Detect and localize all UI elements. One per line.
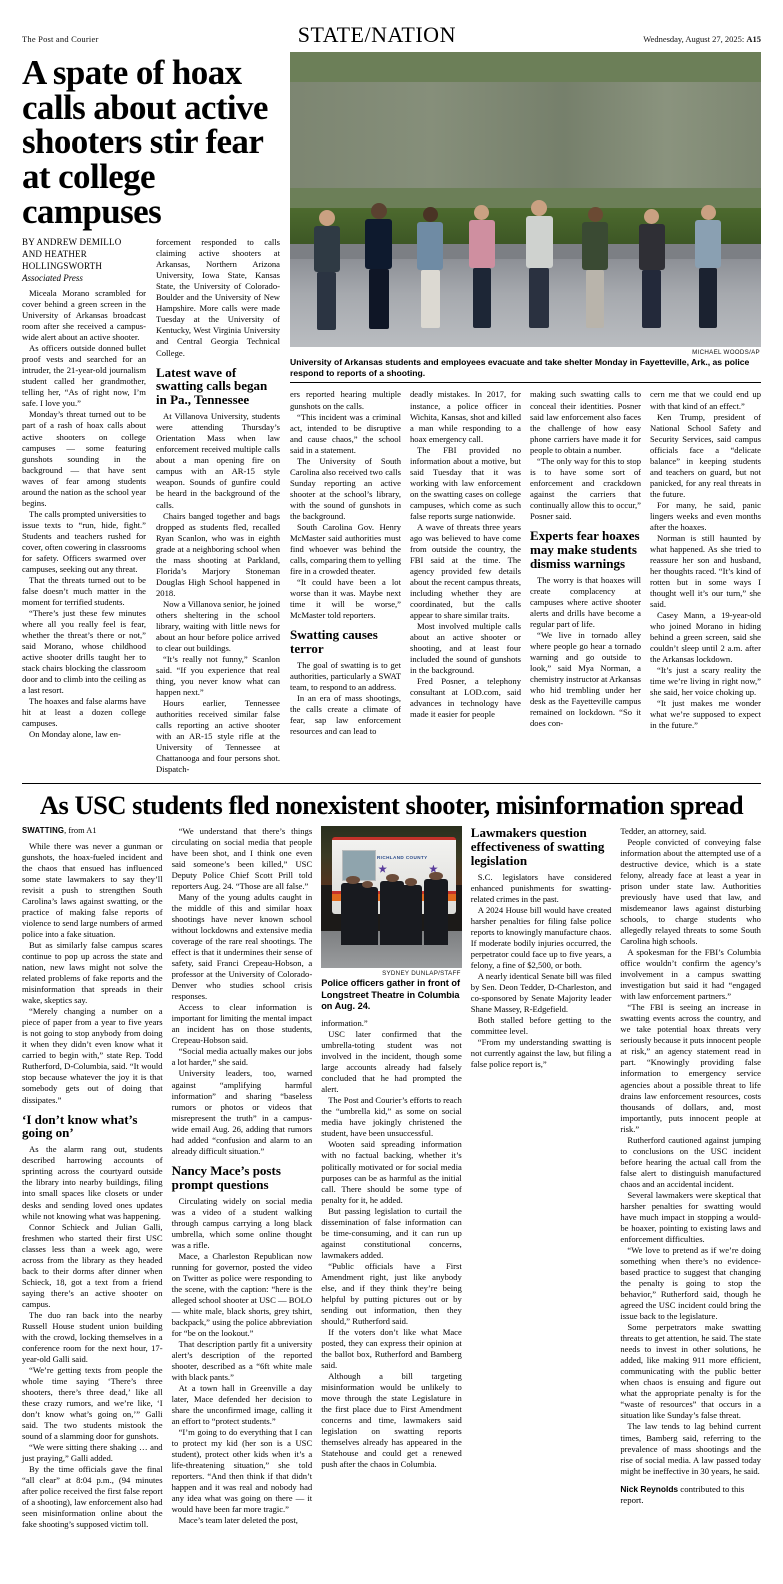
paragraph: “The FBI is seeing an increase in swatting events across the country, and we take potential hoax threats very seriously because it puts innocent people at risk,” an agency statement read in part. “Knowingly providing false information to emergency service agencies about a possible threat to life drains law enforcement resources, costs thousands of dollars, and, most importantly, puts innocent people at risk.” (620, 1002, 761, 1134)
article-usc-misinformation (22, 792, 761, 1530)
subheading-latest-wave: Latest wave of swatting calls began in Pa., Tennessee (156, 364, 268, 408)
paragraph: “From my understanding swatting is not currently against the law, but filing a false police report is,” (470, 1036, 612, 1070)
paragraph: forcement responded to calls claiming active shooters at Arkansas, Northern Arizona University, Iowa State, Kansas State, the University of Colorado-Boulder and the University of New Hampshire. More calls were made Tuesday at the University of Kentucky, West Virginia University and Central Georgia Technical College. (156, 237, 280, 358)
paragraph: University leaders, too, warned against “amplifying harmful information” and sharing “baseless rumors or photos or videos that misrepresent the truth” in a campus-wide email Aug. 26, adding that rumors had added “confusion and alarm to an already difficult situation.” (171, 1068, 313, 1156)
article1-column-5 (530, 389, 641, 737)
paragraph: On Monday alone, law en- (29, 729, 121, 740)
section-title: STATE/NATION (297, 22, 456, 47)
paragraph: Miceala Morano scrambled for cover behind a green screen in the University of Arkansas broadcast room after she received a campus-wide alert about an active shooter. (22, 288, 146, 343)
article1-column-3 (290, 389, 401, 737)
photo-scene (321, 826, 462, 968)
paragraph: information.” (321, 1018, 368, 1029)
paragraph: ers reported hearing multiple gunshots on the calls. (290, 389, 401, 411)
paragraph: The goal of swatting is to get authorities, particularly a SWAT team, to respond to an address. (290, 659, 401, 692)
subheading-experts-fear: Experts fear hoaxes may make students dismiss warnings (530, 527, 640, 571)
date-and-page (643, 34, 761, 44)
jump-rest: , from A1 (64, 825, 97, 835)
article2-column-1 (22, 826, 163, 1531)
contributor-rest: contributed to this report. (620, 1483, 745, 1506)
jump-kicker: SWATTING (22, 825, 65, 835)
article1-column-6 (650, 389, 761, 737)
paragraph: “It’s really not funny,” Scanlon said. “If you experience that real thing, you never know what can happen next.” (156, 653, 280, 698)
ambulance-label: RICHLAND COUNTY (376, 854, 428, 860)
paragraph: cern me that we could end up with that kind of an effect.” (650, 389, 761, 411)
paragraph: S.C. legislators have considered enhanced punishments for swatting-related crimes in the past. (470, 871, 612, 904)
article2-headline: As USC students fled nonexistent shooter, misinformation spread (39, 790, 744, 821)
article2-photo-credit: SYDNEY DUNLAP/STAFF (382, 969, 461, 977)
paragraph: Although a bill targeting misinformation would be unlikely to move through the state Legislature in the first place due to First Amendment concerns and time, lawmakers said legislation on swatting reports themselves already has appeared in the Statehouse and could get a renewed push after the chaos in Columbia. (321, 1371, 462, 1470)
paragraph: Now a Villanova senior, he joined others sheltering in the school library, waiting with little news for about an hour before police arrived to clear out buildings. (156, 598, 280, 653)
paragraph: At a town hall in Greenville a day later, Mace defended her decision to share the unconfirmed image, calling it an effort to “protect students.” (171, 1383, 313, 1427)
paragraph: At Villanova University, students were attending Thursday’s Orientation Mass when law enforcement received multiple calls about a man opening fire on campus with an AR-15 style weapon. Sounds of gunfire could be heard in the background of the calls. (156, 411, 280, 510)
article1-byline-3: HOLLINGSWORTH (22, 261, 103, 272)
page-number: A15 (746, 34, 761, 44)
article-divider (22, 783, 761, 784)
paragraph: “We were sitting there shaking … and just praying,” Galli added. (22, 1442, 163, 1464)
paragraph: The Post and Courier’s efforts to reach the “umbrella kid,” as some on social media have jokingly christened the student, have been unsuccessful. (321, 1095, 462, 1139)
issue-date: Wednesday, August 27, 2025: (643, 34, 745, 44)
paragraph: Chairs banged together and bags dropped as students fled, recalled Ryan Scanlon, who was in eighth grade at a neighboring school when the mass shooting at Parkland, Florida’s Marjory Stoneman Douglas High School happened in 2018. (156, 510, 280, 598)
article1-byline-1: BY ANDREW DEMILLO (22, 237, 122, 248)
paragraph: Ken Trump, president of National School Safety and Security Services, said campus officials face a “delicate balance” in keeping students and teachers on guard, but not panicked, for any real threats in the future. (650, 411, 761, 499)
paragraph: “Social media actually makes our jobs a lot harder,” she said. (171, 1046, 313, 1068)
paragraph: But as similarly false campus scares continue to pop up across the state and nation, new laws might not solve the related problems of fake reports and the misinformation that spreads in their wake, skeptics say. (22, 940, 163, 1006)
article2-column-2 (172, 826, 313, 1531)
paragraph: Hours earlier, Tennessee authorities received similar false calls reporting an active shooter with an AR-15 style rifle at the University of Tennessee at Chattanooga and four persons shot. Dispatch- (156, 698, 280, 775)
article1-byline-2: AND HEATHER (22, 249, 87, 260)
article1-headline: A spate of hoax calls about active shooters stir fear at college campuses (22, 53, 268, 231)
paragraph: South Carolina Gov. Henry McMaster said authorities must find whoever was behind the calls, comparing them to yelling fire in a crowded theater. (290, 521, 401, 576)
paragraph: Norman is still haunted by what happened. As she tried to reassure her son and husband, her thoughts raced. “It’s kind of rotten but in some ways I thought well it’s our turn,” she said. (650, 532, 761, 610)
article1-photo (290, 52, 761, 347)
paragraph: Several lawmakers were skeptical that harsher penalties for swatting would have much impact in stopping a would-be hoaxer, pointing to existing laws and enforcement difficulties. (620, 1189, 761, 1244)
paragraph: That description partly fit a university alert’s description of the reported shooter, described as a “6ft white male with black pants.” (171, 1338, 313, 1383)
paragraph: Mace’s team later deleted the post, (178, 1515, 298, 1526)
paragraph: Both stalled before getting to the committee level. (470, 1014, 612, 1036)
paragraph: “It could have been a lot worse than it was. Maybe next time it will be worse,” McMaster told reporters. (290, 577, 401, 621)
paragraph: In an era of mass shootings, the calls create a climate of fear, sap law enforcement resources and can lead to (290, 693, 401, 737)
paragraph: “This incident was a criminal act, intended to be disruptive and cause chaos,” the school said in a statement. (290, 411, 401, 455)
paragraph: The worry is that hoaxes will create complacency at campuses where active shooter alerts and drills have become a regular part of life. (530, 574, 641, 629)
paragraph: A 2024 House bill would have created harsher penalties for filing false police reports to knowingly manufacture chaos. If moderate bodily injuries occurred, the perpetrator could face up to five years, a felony, a fine of $2,500, or both. (470, 904, 612, 970)
paragraph: By the time officials gave the final “all clear” at 8:04 p.m., (94 minutes after police received the first false report of a shooting), law enforcement also had seen misinformation online about the fake shooting’s supposed victim toll. (22, 1464, 163, 1530)
photo-scene (290, 52, 761, 347)
paragraph: Tedder, an attorney, said. (620, 825, 707, 836)
subheading-lawmakers: Lawmakers question effectiveness of swatting legislation (470, 824, 605, 868)
article1-column-4 (410, 389, 521, 737)
paragraph: But passing legislation to curtail the dissemination of false information can be time-consuming, and it can run up against constitutional concerns, lawmakers added. (321, 1205, 462, 1260)
article-hoax-calls (22, 52, 761, 775)
publication-name: The Post and Courier (22, 34, 99, 44)
paragraph: “It just makes me wonder what we’re supposed to expect in the future.” (650, 698, 761, 731)
paragraph: People convicted of conveying false information about the attempted use of a destructive device, which is a state felony, already face at least a year in prison under state law. Authorities previously have used that law, and misdemeanor laws against disturbing schools, to charge students who allegedly relayed threats to some South Carolina high schools. (620, 836, 761, 947)
paragraph: The duo ran back into the nearby Russell House student union building with the crowd, locking themselves in a conference room for the next hour, 17-year-old Galli said. (22, 1309, 163, 1364)
paragraph: As officers outside donned bullet proof vests and searched for an intruder, the 21-year-old journalism student called her grandmother, telling her, “As of right now, I’m safe. I love you.” (22, 343, 146, 409)
paragraph: For many, he said, panic lingers weeks and even months after the hoaxes. (650, 499, 761, 532)
paragraph: Many of the young adults caught in the middle of this and similar hoax shootings have never known school without lockdowns and extensive media coverage of the rare real shootings. The effect is that it undermines their sense of safety, said Franci Crepeau-Hobson, a professor at the University of Colorado-Denver who studies school crisis responses. (171, 891, 313, 1002)
paragraph: Rutherford cautioned against jumping to conclusions on the USC incident before hearing the actual call from the false alert to distinguish manufactured chaos and an accidental incident. (620, 1134, 761, 1189)
paragraph: If the voters don’t like what Mace posted, they can express their opinion at the ballot box, Rutherford and Bamberg said. (321, 1326, 462, 1371)
paragraph: The calls prompted universities to issue texts to “run, hide, fight.” Students and teachers rushed for cover, often cowering in classrooms for safety. Officers swarmed over campuses, seeking out any threat. (22, 508, 146, 574)
paragraph: As the alarm rang out, students described harrowing accounts of sprinting across the courtyard outside the library into nearby buildings, filing into small spaces like closets or under desks and sending loved ones updates while not knowing what was happening. (22, 1144, 163, 1221)
paragraph: “We’re getting texts from people the whole time saying ‘There’s three shooters, there’s three dead,’ like all these crazy rumors, and we’re like, ‘I don’t know what’s going on,’” Galli said. The two students mistook the sound of a slamming door for gunshots. (22, 1364, 163, 1442)
paragraph: While there was never a gunman or gunshots, the hoax-fueled incident and the chaos that ensued has influenced some state lawmakers to say they’ll revisit a push to strengthen South Carolina’s laws against swatting, or the practice of making false reports of violence to send large numbers of armed police into a fake situation. (22, 840, 163, 940)
paragraph: A wave of threats three years ago was believed to have come from outside the country, the FBI said at the time. The agency provided few details about the recent campus threats, including whether they are coordinated, but the calls appear to share similar traits. (410, 521, 521, 621)
article1-photo-caption: University of Arkansas students and employees evacuate and take shelter Monday in Fayetteville, Ark., as police respond to reports of a shooting. (290, 357, 750, 378)
paragraph: The University of South Carolina also received two calls Sunday reporting an active shooter at the school’s library, with the sound of gunshots in the background. (290, 455, 401, 521)
paragraph: A spokesman for the FBI’s Columbia office wouldn’t confirm the agency’s involvement in a campus swatting investigation but said it had “engaged with law enforcement partners.” (620, 947, 761, 1002)
paragraph: The FBI provided no information about a motive, but said Tuesday that it was working with law enforcement on the swatting cases on college campuses, which come as such false reports surge nationwide. (410, 444, 521, 521)
paragraph: Most involved multiple calls about an active shooter or shooting, and at least four included the sound of gunshots in the background. (410, 621, 521, 676)
paragraph: Fred Posner, a telephony consultant at LOD.com, said advances in technology have made it easier for people (410, 676, 521, 720)
article2-column-3 (321, 826, 462, 1531)
subheading-swatting-terror: Swatting causes terror (290, 627, 378, 657)
paragraph: making such swatting calls to conceal their identities. Posner said law enforcement also faces the challenge of how easy phone carriers have made it for people to obtain a number. (530, 389, 641, 455)
contributor-name: Nick Reynolds (620, 1483, 679, 1494)
paragraph: That the threats turned out to be false doesn’t much matter in the moment for terrified students. (22, 574, 146, 607)
paragraph: A nearly identical Senate bill was filed by Sen. Deon Tedder, D-Charleston, and co-sponsored by Senate Majority leader Shane Massey, R-Edgefield. (470, 970, 612, 1014)
paragraph: “The only way for this to stop is to have some sort of enforcement and crackdown against the carriers that continually allow this to occur,” Posner said. (530, 455, 641, 521)
paragraph: USC later confirmed that the umbrella-toting student was not involved in the incident, though some large accounts already had falsely concluded that he had prompted the alert. (321, 1029, 462, 1095)
article1-byline-org: Associated Press (22, 273, 83, 284)
paragraph: “Public officials have a First Amendment right, just like anybody else, and if they think they’re being helpful by putting pictures out or by sending out information, then they should,” Rutherford said. (321, 1260, 462, 1326)
paragraph: “We understand that there’s things circulating on social media that people have been shot, and I think one even said someone’s been killed,” USC Deputy Police Chief Scott Prill told reporters Aug. 24. “Those are all false.” (171, 825, 313, 891)
paragraph: Monday’s threat turned out to be part of a rash of hoax calls about active shooters on college campuses — some featuring gunshots sounding in the background — that have sent waves of fear among students around the nation as the school year begins. (22, 409, 146, 508)
paragraph: Circulating widely on social media was a video of a student walking through campus carrying a long black umbrella, which some online thought was a rifle. (171, 1195, 313, 1250)
paragraph: Some perpetrators make swatting threats to get attention, he said. The state needs to invest in other solutions, he added, like making 911 more efficient, communicating with the public better when chaos is ensuing and figure out what the appropriate penalty is for the “waste of resources” that occurs in a situation like Sunday’s false threat. (620, 1322, 761, 1421)
paragraph: “There’s just these few minutes where all you really feel is fear, whether the threat’s there or not,” said Morano, whose childhood active shooter drills taught her to stack chairs blocking the classroom door and to climb into the ceiling as a last resort. (22, 608, 146, 696)
paragraph: “It’s just a scary reality the time we’re living in right now,” she said, her voice choking up. (650, 665, 761, 698)
paragraph: deadly mistakes. In 2017, for instance, a police officer in Wichita, Kansas, shot and killed a man while responding to a hoax emergency call. (410, 389, 521, 444)
article2-photo-caption: Police officers gather in front of Longstreet Theatre in Columbia on Aug. 24. (321, 977, 461, 1012)
article2-column-5 (620, 826, 761, 1531)
subheading-mace-posts: Nancy Mace’s posts prompt questions (171, 1162, 281, 1192)
paragraph: “We love to pretend as if we’re doing something when there’s no evidence-based practice to suggest that changing the penalty is going to stop the behavior,” Rutherford said, though he agreed the USC incident could bring the issue back to the legislature. (620, 1244, 761, 1322)
paragraph: Connor Schieck and Julian Galli, freshmen who started their first USC classes less than a week ago, were across from the library as they headed back to their dorms after dinner when Schieck, 18, got a text from a friend saying there’s an active shooter on campus. (22, 1221, 163, 1309)
paragraph: Mace, a Charleston Republican now running for governor, posted the video on Twitter as police were responding to the scene, with the caption: “here is the alleged school shooter at USC — BOLO — white male, black shorts, grey tshirt, backpack,” using the police abbreviation for “be on the lookout.” (171, 1250, 313, 1338)
subheading-dont-know: ‘I don’t know what’s going on’ (22, 1111, 138, 1141)
article2-photo (321, 826, 462, 968)
article2-contributor (620, 1484, 761, 1507)
paragraph: Casey Mann, a 19-year-old who joined Morano in hiding behind a green screen, said she couldn’t sleep until 2 a.m. after the Arkansas lockdown. (650, 610, 761, 665)
paragraph: Wooten said spreading information with no factual backing, whether it’s politically motivated or for social media purposes can be as harmful as the initial call. There should be some type of penalty for it, he added. (321, 1139, 462, 1205)
page-masthead (22, 22, 761, 52)
paragraph: “Merely changing a number on a piece of paper from a year to five years is not going to stop anybody from doing it when they didn’t even know what it carried to begin with,” state Rep. Todd Rutherford, D-Columbia, said. “It would stop because whatever the joy it is that somebody gets out of doing that dissipates.” (22, 1006, 163, 1105)
paragraph: “I’m going to do everything that I can to protect my kid (her son is a USC student), protect other kids when it’s a life-threatening situation,” she told reporters. “And then think if that didn’t happen and it was real and nobody had any idea what was going on there — it would have been far more tragic.” (171, 1427, 313, 1515)
paragraph: “We live in tornado alley where people go hear a tornado warning and go outside to look,” said Mya Norman, a chemistry instructor at Arkansas who hid trembling under her desk as the Fayetteville campus remained on lockdown. “So it does con- (530, 629, 641, 728)
paragraph: The law tends to lag behind current times, Bamberg said, referring to the prevalence of mass shootings and the rise of social media. A law passed today might be ineffective in 30 years, he said. (620, 1421, 761, 1476)
paragraph: The hoaxes and false alarms have hit at least a dozen college campuses. (22, 696, 146, 729)
article1-photo-credit: MICHAEL WOODS/AP (692, 349, 760, 356)
paragraph: Access to clear information is important for limiting the mental impact an incident has on those students, Crepeau-Hobson said. (171, 1002, 313, 1046)
caption-divider (290, 382, 761, 383)
article2-jumpline (22, 826, 163, 835)
article2-column-4 (471, 826, 612, 1531)
